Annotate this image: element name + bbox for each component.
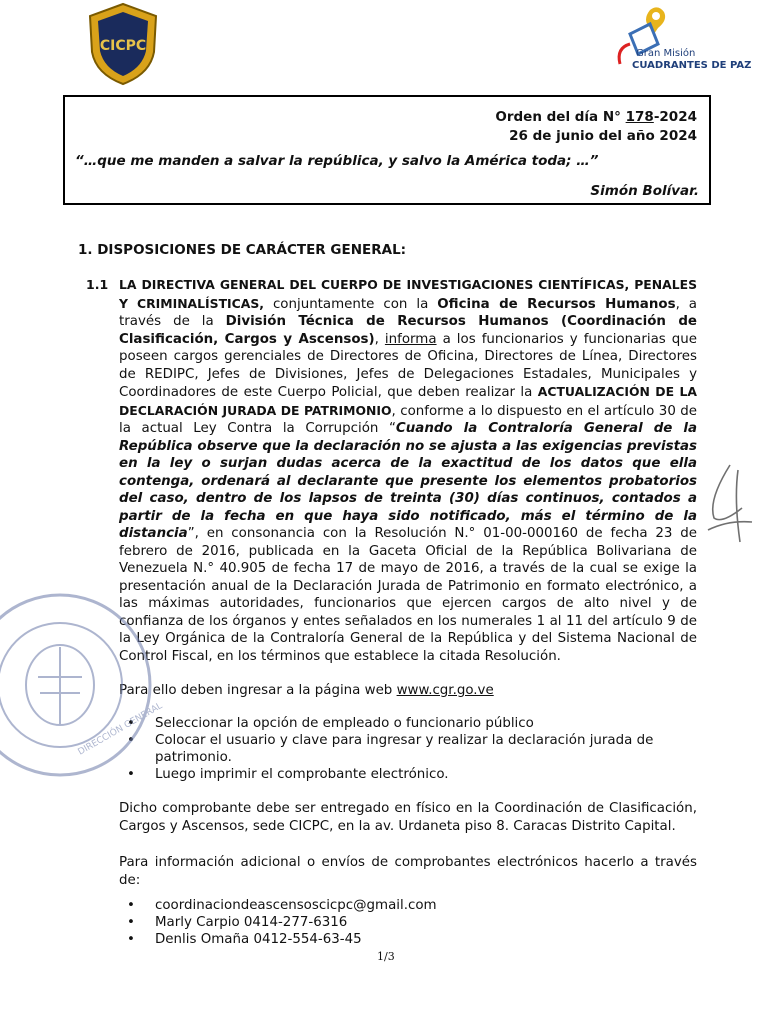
contacts-list xyxy=(119,897,699,948)
list-item: • Seleccionar la opción de empleado o funcionario público xyxy=(119,715,699,732)
order-date: 26 de junio del año 2024 xyxy=(509,128,697,144)
page-number: 1/3 xyxy=(377,950,395,963)
logo-right-line2: CUADRANTES DE PAZ xyxy=(632,60,752,71)
list-item: • Luego imprimir el comprobante electrónico. xyxy=(119,766,699,783)
contact-phone-1: • Marly Carpio 0414-277-6316 xyxy=(119,914,699,931)
quote-author: Simón Bolívar. xyxy=(590,183,699,199)
cicpc-logo xyxy=(84,2,162,86)
delivery-paragraph: Dicho comprobante debe ser entregado en físico en la Coordinación de Clasificación, Cargos y Ascensos, sede CICPC, en la av. Urdaneta piso 8. Caracas Distrito Capital. xyxy=(119,801,697,834)
contact-phone-2: • Denlis Omaña 0412-554-63-45 xyxy=(119,931,699,948)
order-header-box xyxy=(63,95,711,205)
signature xyxy=(700,460,756,550)
logo-right-line1: Gran Misión xyxy=(636,48,696,59)
main-paragraph: LA DIRECTIVA GENERAL DEL CUERPO DE INVESTIGACIONES CIENTÍFICAS, PENALES Y CRIMINALÍSTICAS, conjuntamente con la Oficina de Recursos Humanos, a través de la División Técnica de Recursos Humanos (Coordinación de Clasificación, Cargos y Ascensos), informa a los funcionarios y funcionarias que poseen cargos gerenciales de Directores de Oficina, Directores de Línea, Directores de REDIPC, Jefes de Divisiones, Jefes de Delegaciones Estadales, Municipales y Coordinadores de este Cuerpo Policial, que deben realizar la ACTUALIZACIÓN DE LA DECLARACIÓN JURADA DE PATRIMONIO, conforme a lo dispuesto en el artículo 30 de la actual Ley Contra la Corrupción “Cuando la Contraloría General de la República observe que la declaración no se ajusta a las exigencias previstas en la ley o surjan dudas acerca de la exactitud de los datos que ella contenga, ordenará al declarante que presente los elementos probatorios del caso, dentro de los lapsos de treinta (30) días continuos, contados a partir de la fecha en que haya sido notificado, más el término de la distancia”, en consonancia con la Resolución N.° 01-00-000160 de fecha 23 de febrero de 2016, publicada en la Gaceta Oficial de la República Bolivariana de Venezuela N.° 40.905 de fecha 17 de mayo de 2016, a través de la cual se exige la presentación anual de la Declaración Jurada de Patrimonio en formato electrónico, a las máximas autoridades, funcionarios que ejercen cargos de alto nivel y de confianza de los órganos y entes señalados en los numerales 1 al 11 del artículo 9 de la Ley Orgánica de la Contraloría General de la República y del Sistema Nacional de Control Fiscal, en los términos que establece la citada Resolución. xyxy=(119,277,698,664)
steps-list xyxy=(119,715,699,783)
logo-left-text: CICPC xyxy=(99,38,147,54)
subsection-number: 1.1 xyxy=(86,277,109,292)
web-instructions: Para ello deben ingresar a la página web www.cgr.go.ve xyxy=(119,683,494,698)
section-title: 1. DISPOSICIONES DE CARÁCTER GENERAL: xyxy=(78,242,407,258)
list-item: • Colocar el usuario y clave para ingresar y realizar la declaración jurada de patrimonio. xyxy=(119,732,699,766)
contact-email[interactable]: • coordinaciondeascensoscicpc@gmail.com xyxy=(119,897,699,914)
cgr-website-link[interactable]: www.cgr.go.ve xyxy=(396,683,494,698)
cuadrantes-de-paz-logo xyxy=(610,4,752,84)
contact-intro: Para información adicional o envíos de comprobantes electrónicos hacerlo a través de: xyxy=(119,855,697,888)
official-stamp xyxy=(0,585,165,785)
stamp-text: DIRECCIÓN GENERAL xyxy=(76,701,165,758)
order-number-line: Orden del día N° 178-2024 xyxy=(495,109,697,125)
bolivar-quote: “…que me manden a salvar la república, y salvo la América toda; …” xyxy=(75,153,599,169)
order-number: 178 xyxy=(625,109,654,125)
